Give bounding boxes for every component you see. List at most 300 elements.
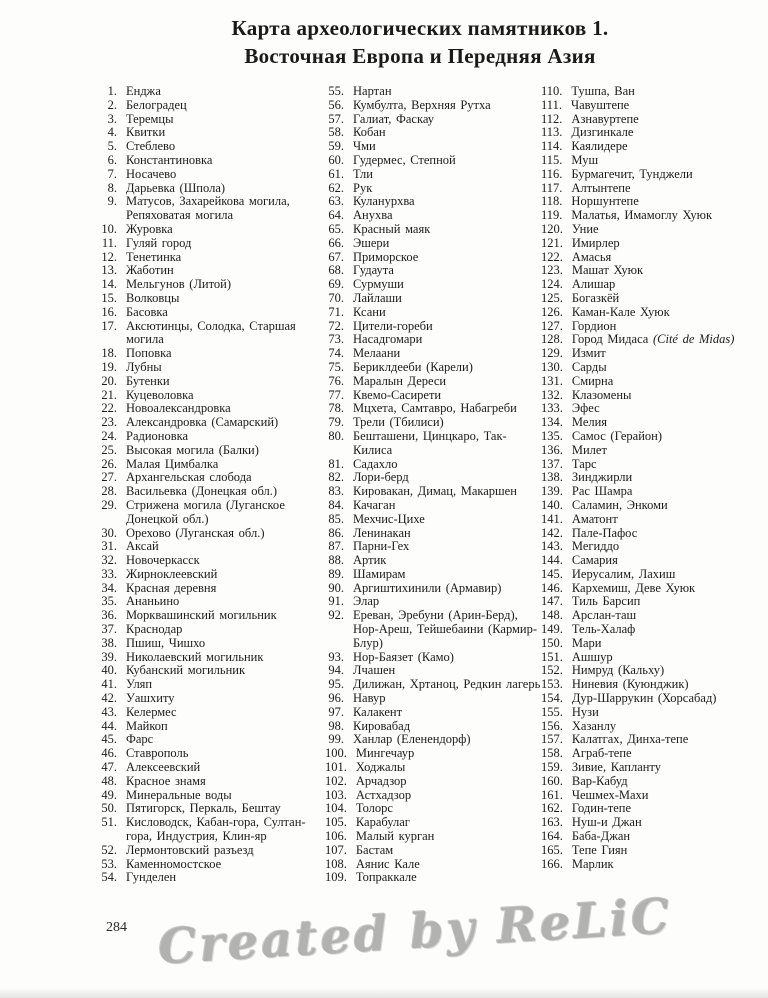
entry-name: Гудермес, Степной	[353, 152, 456, 167]
entry-number: 75.	[328, 359, 344, 374]
entry-name: Лайлаши	[353, 290, 402, 305]
entry-number: 132.	[541, 387, 563, 402]
page-title-line1: Карта археологических памятников 1.	[231, 16, 609, 40]
list-entry	[541, 678, 768, 692]
list-entry	[98, 361, 325, 375]
entry-name: Дарьевка (Шпола)	[126, 180, 226, 195]
list-entry	[98, 471, 325, 485]
list-entry	[98, 154, 325, 168]
entry-name: Аксютинцы, Солодка, Старшая могила	[126, 318, 296, 347]
entry-name: Куцеволовка	[126, 387, 194, 402]
entry-name: Муш	[571, 152, 599, 167]
entry-name: Морквашинский могильник	[126, 608, 277, 623]
entry-name: Волковцы	[126, 290, 180, 305]
entry-number: 84.	[328, 497, 344, 512]
list-entry	[325, 582, 541, 596]
entry-number: 97.	[328, 704, 344, 719]
entry-number: 64.	[328, 208, 344, 223]
list-entry	[325, 416, 541, 430]
list-entry	[325, 747, 541, 761]
entry-name: Ходжалы	[355, 760, 406, 775]
entry-number: 153.	[541, 677, 563, 692]
entry-name: Тепе Гиян	[571, 842, 628, 857]
entry-number: 116.	[541, 166, 563, 181]
list-entry	[98, 251, 325, 265]
entry-number: 105.	[325, 815, 347, 830]
list-entry	[541, 292, 768, 306]
list-entry	[98, 402, 325, 416]
list-entry	[325, 609, 541, 650]
entry-name: Николаевский могильник	[126, 649, 264, 664]
entry-number: 166.	[541, 856, 563, 871]
entry-number: 40.	[101, 663, 117, 678]
entry-number: 77.	[328, 387, 344, 402]
entry-number: 136.	[541, 442, 563, 457]
list-entry	[541, 85, 768, 99]
list-entry	[98, 168, 325, 182]
entry-number: 68.	[328, 263, 344, 278]
entry-number: 46.	[101, 746, 117, 761]
list-entry	[541, 761, 768, 775]
entry-number: 44.	[101, 718, 117, 733]
entry-name: Квемо-Сасирети	[353, 387, 442, 402]
entry-number: 161.	[541, 787, 563, 802]
entry-number: 100.	[325, 746, 347, 761]
entry-name: Аргиштихинили (Армавир)	[353, 580, 502, 595]
entry-name: Квитки	[126, 125, 166, 140]
entry-number: 38.	[101, 635, 117, 650]
list-entry	[541, 637, 768, 651]
entry-name: Арчадзор	[355, 773, 407, 788]
entry-name: Трели (Тбилиси)	[353, 415, 444, 430]
entry-number: 66.	[328, 235, 344, 250]
list-entry	[541, 223, 768, 237]
entry-name: Качаган	[353, 497, 396, 512]
entry-name: Артик	[353, 553, 387, 568]
entry-name: Саламин, Энкоми	[571, 497, 668, 512]
list-entry	[98, 430, 325, 444]
entry-name: Зинджирли	[571, 470, 633, 485]
entry-number: 90.	[328, 580, 344, 595]
entry-name: Кархемиш, Деве Хуюк	[571, 580, 696, 595]
list-entry	[98, 802, 325, 816]
entry-name: Астхадзор	[355, 787, 412, 802]
entry-name: Тиль Барсип	[571, 594, 641, 609]
list-entry	[98, 761, 325, 775]
entry-number: 26.	[101, 456, 117, 471]
entry-name: Малый курган	[355, 829, 435, 844]
entry-name: Измит	[571, 346, 606, 361]
entry-name: Амасья	[571, 249, 612, 264]
entry-name: Насадгомари	[353, 332, 423, 347]
list-entry	[325, 733, 541, 747]
entry-number: 123.	[541, 263, 563, 278]
entry-number: 32.	[101, 553, 117, 568]
entry-number: 35.	[101, 594, 117, 609]
entry-name: Матусов, Захарейкова могила, Репяховатая могила	[126, 194, 290, 223]
entry-name: Тарс	[571, 456, 597, 471]
entry-number: 160.	[541, 773, 563, 788]
list-entry	[98, 99, 325, 113]
entry-number: 9.	[107, 194, 117, 209]
entry-number: 63.	[328, 194, 344, 209]
list-entry	[325, 154, 541, 168]
entry-name: Город Мидаса (Cité de Midas)	[571, 332, 735, 347]
entry-name: Красный маяк	[353, 221, 431, 236]
entry-name: Ниневия (Куюнджик)	[571, 677, 689, 692]
list-entry	[541, 609, 768, 623]
list-entry	[325, 802, 541, 816]
entry-number: 71.	[328, 304, 344, 319]
entry-name: Анухва	[353, 208, 393, 223]
entry-number: 27.	[101, 470, 117, 485]
list-entry	[325, 692, 541, 706]
entry-name: Васильевка (Донецкая обл.)	[126, 484, 278, 499]
entry-number: 125.	[541, 290, 563, 305]
list-entry	[325, 499, 541, 513]
list-entry	[325, 306, 541, 320]
entry-number: 49.	[101, 787, 117, 802]
list-entry	[325, 320, 541, 334]
list-entry	[98, 733, 325, 747]
entry-number: 3.	[107, 111, 117, 126]
list-entry	[98, 223, 325, 237]
entry-number: 82.	[328, 470, 344, 485]
list-entry	[325, 871, 541, 885]
list-entry	[541, 720, 768, 734]
list-entry	[541, 664, 768, 678]
entry-name: Аксай	[126, 539, 159, 554]
entry-name: Аянис Кале	[355, 856, 420, 871]
entry-name: Жирноклеевский	[126, 566, 218, 581]
entry-number: 122.	[541, 249, 563, 264]
list-entry	[325, 527, 541, 541]
list-entry	[98, 858, 325, 872]
entry-name: Каменномостское	[126, 856, 222, 871]
list-entry	[325, 140, 541, 154]
entry-name: Мельгунов (Литой)	[126, 277, 232, 292]
entry-number: 91.	[328, 594, 344, 609]
entry-number: 119.	[541, 208, 563, 223]
entry-name: Баба-Джан	[571, 829, 631, 844]
list-entry	[541, 568, 768, 582]
entry-number: 57.	[328, 111, 344, 126]
entry-number: 155.	[541, 704, 563, 719]
entry-number: 130.	[541, 359, 563, 374]
entry-number: 124.	[541, 277, 563, 292]
list-entry	[325, 85, 541, 99]
entry-name: Пятигорск, Перкаль, Бештау	[126, 801, 281, 816]
entry-number: 69.	[328, 277, 344, 292]
entry-number: 8.	[107, 180, 117, 195]
entry-name: Богазкёй	[571, 290, 620, 305]
list-entry	[541, 182, 768, 196]
list-entry	[325, 292, 541, 306]
list-entry	[541, 651, 768, 665]
entry-number: 62.	[328, 180, 344, 195]
list-entry	[541, 733, 768, 747]
entry-number: 1.	[107, 84, 117, 98]
list-entry	[541, 747, 768, 761]
entry-number: 39.	[101, 649, 117, 664]
entry-name: Азнавуртепе	[571, 111, 639, 126]
list-entry	[541, 361, 768, 375]
list-entry	[325, 99, 541, 113]
entry-name: Келермес	[126, 704, 177, 719]
entry-number: 156.	[541, 718, 563, 733]
watermark: Created by ReLiC	[156, 888, 675, 976]
list-entry	[325, 209, 541, 223]
list-entry	[541, 595, 768, 609]
entry-number: 2.	[107, 97, 117, 112]
entry-name: Стеблево	[126, 139, 176, 154]
entry-name: Белоградец	[126, 97, 187, 112]
entry-number: 4.	[107, 125, 117, 140]
list-entry	[98, 126, 325, 140]
entry-number: 150.	[541, 635, 563, 650]
list-entry	[325, 126, 541, 140]
list-entry	[98, 623, 325, 637]
entry-number: 87.	[328, 539, 344, 554]
entry-name: Каман-Кале Хуюк	[571, 304, 670, 319]
list-entry	[325, 182, 541, 196]
list-entry	[98, 113, 325, 127]
entry-name: Алтынтепе	[571, 180, 631, 195]
entry-number: 56.	[328, 97, 344, 112]
entry-number: 43.	[101, 704, 117, 719]
list-column	[541, 85, 768, 885]
list-entry	[98, 237, 325, 251]
list-entry	[98, 664, 325, 678]
entry-number: 67.	[328, 249, 344, 264]
list-entry	[98, 444, 325, 458]
list-entry	[325, 278, 541, 292]
entry-name: Жаботин	[126, 263, 174, 278]
entry-name: Теремцы	[126, 111, 174, 126]
entry-number: 61.	[328, 166, 344, 181]
entry-name: Тушпа, Ван	[571, 84, 635, 98]
entry-name: Галиат, Фаскау	[353, 111, 435, 126]
list-entry	[541, 333, 768, 347]
list-entry	[325, 168, 541, 182]
entry-number: 126.	[541, 304, 563, 319]
entry-number: 78.	[328, 401, 344, 416]
entry-name: Краснодар	[126, 622, 183, 637]
entry-name: Тенетинка	[126, 249, 182, 264]
entry-name: Приморское	[353, 249, 419, 264]
list-entry	[541, 168, 768, 182]
entry-number: 135.	[541, 428, 563, 443]
entry-number: 72.	[328, 318, 344, 333]
entry-name: Гунделен	[126, 870, 177, 885]
entry-name: Бешташени, Цинцкаро, Так-Килиса	[353, 428, 507, 457]
entry-name: Нор-Баязет (Камо)	[353, 649, 454, 664]
entry-number: 139.	[541, 484, 563, 499]
entry-number: 10.	[101, 221, 117, 236]
list-entry	[325, 513, 541, 527]
entry-number: 107.	[325, 842, 347, 857]
list-entry	[325, 761, 541, 775]
entry-number: 114.	[541, 139, 563, 154]
entry-name: Кисловодск, Кабан-гора, Султан-гора, Индустрия, Клин-яр	[126, 815, 306, 844]
list-entry	[98, 499, 325, 527]
entry-name-latin: (Cité de Midas)	[652, 332, 735, 347]
entry-number: 52.	[101, 842, 117, 857]
list-entry	[541, 113, 768, 127]
entry-name: Гуляй город	[126, 235, 192, 250]
entry-name: Бутенки	[126, 373, 170, 388]
list-column	[325, 85, 541, 885]
entry-number: 70.	[328, 290, 344, 305]
entry-number: 131.	[541, 373, 563, 388]
entry-number: 115.	[541, 152, 563, 167]
entry-number: 163.	[541, 815, 563, 830]
entry-number: 6.	[107, 152, 117, 167]
entry-number: 95.	[328, 677, 344, 692]
entry-number: 99.	[328, 732, 344, 747]
entry-name: Красное знамя	[126, 773, 206, 788]
entry-number: 164.	[541, 829, 563, 844]
entry-number: 30.	[101, 525, 117, 540]
entry-name: Пале-Пафос	[571, 525, 638, 540]
list-entry	[541, 375, 768, 389]
entry-number: 65.	[328, 221, 344, 236]
entry-number: 112.	[541, 111, 563, 126]
entry-name: Уляп	[126, 677, 153, 692]
entry-name: Арслан-таш	[571, 608, 637, 623]
list-entry	[98, 182, 325, 196]
list-entry	[98, 637, 325, 651]
list-entry	[325, 706, 541, 720]
entry-number: 15.	[101, 290, 117, 305]
entry-name: Нимруд (Кальху)	[571, 663, 665, 678]
entry-name: Чми	[353, 139, 376, 154]
entry-number: 59.	[328, 139, 344, 154]
entry-number: 89.	[328, 566, 344, 581]
entry-number: 141.	[541, 511, 563, 526]
entry-name: Стрижена могила (Луганское Донецкой обл.)	[126, 497, 285, 526]
entry-number: 31.	[101, 539, 117, 554]
entry-name: Гудаута	[353, 263, 394, 278]
entry-number: 129.	[541, 346, 563, 361]
entry-name: Алексеевский	[126, 760, 201, 775]
list-entry	[325, 471, 541, 485]
entry-number: 53.	[101, 856, 117, 871]
list-entry	[98, 595, 325, 609]
entry-number: 73.	[328, 332, 344, 347]
list-entry	[325, 402, 541, 416]
page-title-line2: Восточная Европа и Передняя Азия	[244, 44, 596, 68]
entry-number: 94.	[328, 663, 344, 678]
entry-name: Гордион	[571, 318, 617, 333]
entry-number: 106.	[325, 829, 347, 844]
entry-name: Уние	[571, 221, 599, 236]
entry-name: Клазомены	[571, 387, 632, 402]
entry-number: 48.	[101, 773, 117, 788]
list-entry	[541, 789, 768, 803]
entry-number: 80.	[328, 428, 344, 443]
list-entry	[541, 237, 768, 251]
entry-name: Ставрополь	[126, 746, 189, 761]
entry-number: 104.	[325, 801, 347, 816]
entry-number: 157.	[541, 732, 563, 747]
monument-list	[0, 85, 768, 885]
entry-name: Мегиддо	[571, 539, 620, 554]
entry-name: Элар	[353, 594, 380, 609]
entry-number: 14.	[101, 277, 117, 292]
list-entry	[541, 485, 768, 499]
list-entry	[541, 209, 768, 223]
entry-number: 85.	[328, 511, 344, 526]
entry-number: 147.	[541, 594, 563, 609]
list-entry	[98, 844, 325, 858]
entry-name: Лчашен	[353, 663, 396, 678]
entry-name: Малая Цимбалка	[126, 456, 219, 471]
list-entry	[98, 458, 325, 472]
list-entry	[541, 306, 768, 320]
list-entry	[325, 430, 541, 458]
entry-number: 13.	[101, 263, 117, 278]
entry-name: Сарды	[571, 359, 607, 374]
entry-name: Енджа	[126, 84, 161, 98]
entry-number: 93.	[328, 649, 344, 664]
entry-name: Ереван, Эребуни (Арин-Берд), Нор-Ареш, Тейшебаини (Кармир-Блур)	[353, 608, 538, 650]
entry-number: 154.	[541, 691, 563, 706]
list-entry	[325, 389, 541, 403]
entry-name: Цители-гореби	[353, 318, 433, 333]
list-column	[98, 85, 325, 885]
entry-name: Мингечаур	[355, 746, 415, 761]
list-entry	[325, 347, 541, 361]
entry-number: 120.	[541, 221, 563, 236]
entry-number: 98.	[328, 718, 344, 733]
list-entry	[541, 830, 768, 844]
entry-number: 145.	[541, 566, 563, 581]
entry-name: Вар-Кабуд	[571, 773, 628, 788]
entry-name: Аматонт	[571, 511, 618, 526]
entry-name: Радионовка	[126, 428, 189, 443]
entry-name: Кировабад	[353, 718, 411, 733]
list-entry	[98, 775, 325, 789]
list-entry	[98, 789, 325, 803]
list-entry	[325, 540, 541, 554]
list-entry	[98, 609, 325, 623]
entry-name: Садахло	[353, 456, 398, 471]
entry-number: 86.	[328, 525, 344, 540]
list-entry	[541, 444, 768, 458]
entry-name: Поповка	[126, 346, 172, 361]
list-entry	[98, 320, 325, 348]
entry-number: 142.	[541, 525, 563, 540]
entry-number: 51.	[101, 815, 117, 830]
entry-name: Ленинакан	[353, 525, 411, 540]
list-entry	[541, 264, 768, 278]
entry-number: 28.	[101, 484, 117, 499]
entry-name: Лермонтовский разъезд	[126, 842, 254, 857]
list-entry	[325, 844, 541, 858]
entry-name: Шамирам	[353, 566, 406, 581]
entry-number: 102.	[325, 773, 347, 788]
entry-number: 5.	[107, 139, 117, 154]
entry-name: Мари	[571, 635, 602, 650]
list-entry	[541, 251, 768, 265]
entry-name: Хазанлу	[571, 718, 617, 733]
list-entry	[325, 664, 541, 678]
entry-number: 33.	[101, 566, 117, 581]
entry-name: Мелия	[571, 415, 608, 430]
entry-name: Новоалександровка	[126, 401, 231, 416]
entry-name: Мелаани	[353, 346, 401, 361]
